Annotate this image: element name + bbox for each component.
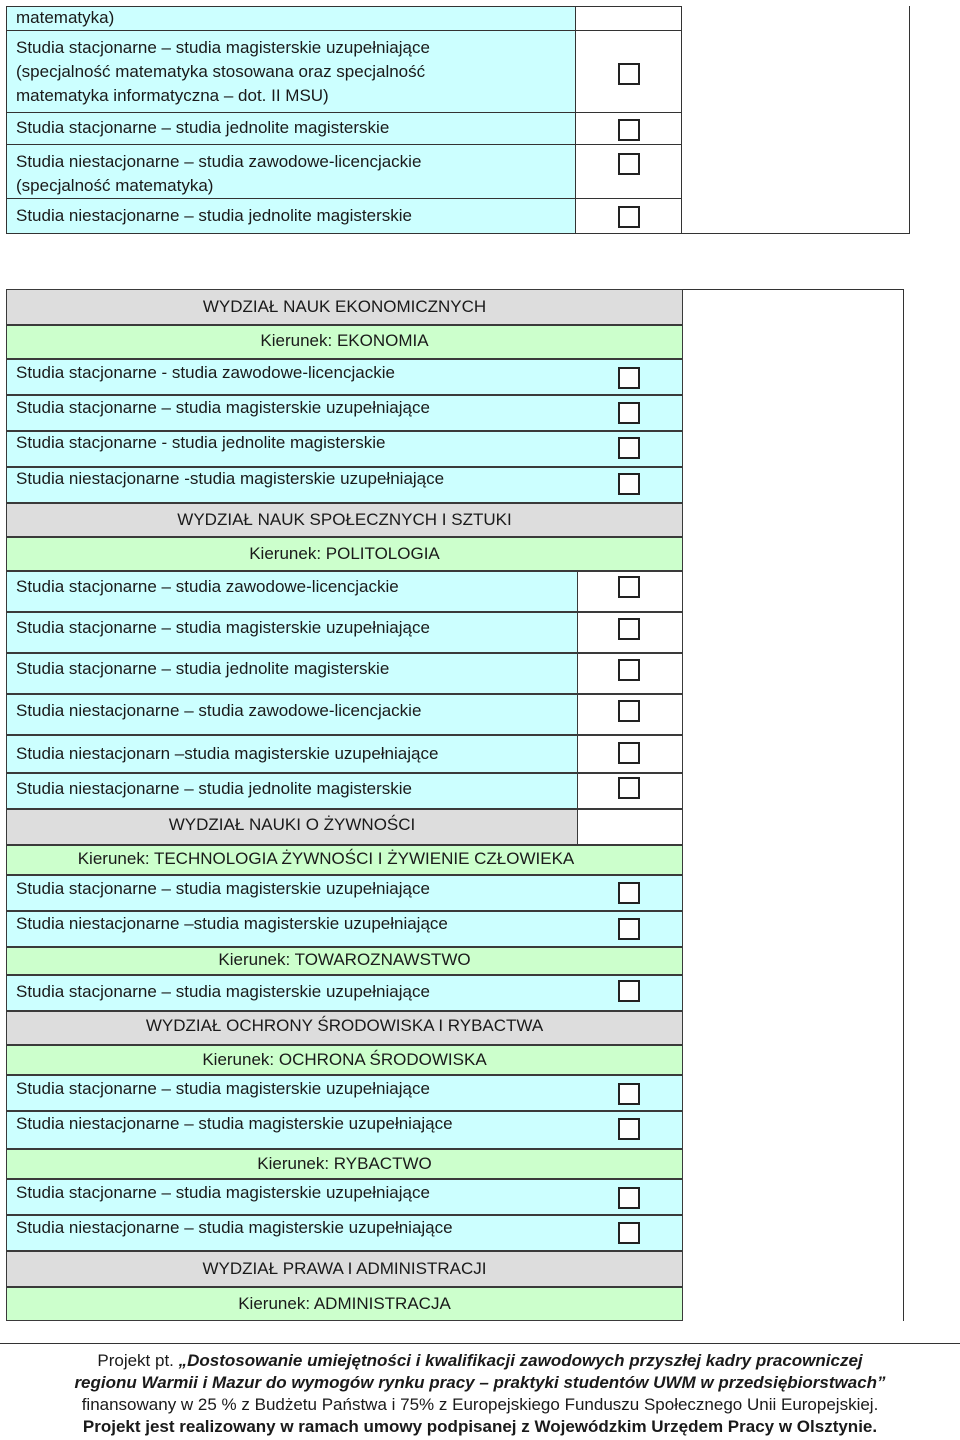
footer-funding: finansowany w 25 % z Budżetu Państwa i 75% z Europejskiego Funduszu Społecznego Unii Europejskiej. bbox=[81, 1395, 879, 1414]
checkbox[interactable] bbox=[618, 1222, 640, 1244]
checkbox[interactable] bbox=[618, 618, 640, 640]
study-label: Studia stacjonarne – studia magisterskie uzupełniające bbox=[16, 879, 430, 898]
field-title: Kierunek: OCHRONA ŚRODOWISKA bbox=[202, 1050, 487, 1069]
faculty-title: WYDZIAŁ NAUKI O ŻYWNOŚCI bbox=[168, 815, 416, 834]
faculty-title: WYDZIAŁ OCHRONY ŚRODOWISKA I RYBACTWA bbox=[145, 1016, 544, 1035]
study-label: Studia stacjonarne – studia magisterskie uzupełniające bbox=[16, 1183, 430, 1202]
checkbox[interactable] bbox=[618, 980, 640, 1002]
checkbox[interactable] bbox=[618, 437, 640, 459]
checkbox[interactable] bbox=[618, 742, 640, 764]
study-label: Studia niestacjonarne –studia magisterskie uzupełniające bbox=[16, 914, 448, 933]
study-label: Studia stacjonarne - studia jednolite magisterskie bbox=[16, 433, 386, 452]
study-label: Studia niestacjonarne – studia magisterskie uzupełniające bbox=[16, 1114, 453, 1133]
checkbox[interactable] bbox=[618, 659, 640, 681]
faculty-title: WYDZIAŁ NAUK SPOŁECZNYCH I SZTUKI bbox=[177, 510, 512, 529]
field-title: Kierunek: ADMINISTRACJA bbox=[238, 1294, 451, 1313]
checkbox[interactable] bbox=[618, 402, 640, 424]
checkbox[interactable] bbox=[618, 367, 640, 389]
study-label: Studia stacjonarne – studia zawodowe-licencjackie bbox=[16, 577, 399, 596]
top-row-text-3: (specjalność matematyka stosowana oraz specjalność bbox=[16, 62, 426, 81]
field-title: Kierunek: RYBACTWO bbox=[257, 1154, 432, 1173]
top-row-text-1: matematyka) bbox=[16, 8, 115, 27]
top-row-text-7: (specjalność matematyka) bbox=[16, 176, 214, 195]
checkbox[interactable] bbox=[618, 918, 640, 940]
footer-title-line2: regionu Warmii i Mazur do wymogów rynku pracy – praktyki studentów UWM w przedsiębiorstwach” bbox=[74, 1373, 886, 1392]
project-footer bbox=[0, 1343, 960, 1438]
top-row-text-5: Studia stacjonarne – studia jednolite magisterskie bbox=[16, 118, 390, 137]
study-label: Studia stacjonarne – studia jednolite magisterskie bbox=[16, 659, 390, 678]
field-title: Kierunek: EKONOMIA bbox=[260, 331, 429, 350]
checkbox[interactable] bbox=[618, 206, 640, 228]
top-table-empty-column bbox=[682, 6, 910, 234]
study-label: Studia niestacjonarne -studia magisterskie uzupełniające bbox=[16, 469, 445, 488]
top-row-text-6: Studia niestacjonarne – studia zawodowe-licencjackie bbox=[16, 152, 422, 171]
checkbox[interactable] bbox=[618, 700, 640, 722]
study-label: Studia niestacjonarne – studia jednolite magisterskie bbox=[16, 779, 412, 798]
checkbox[interactable] bbox=[618, 473, 640, 495]
top-row-text-4: matematyka informatyczna – dot. II MSU) bbox=[16, 86, 329, 105]
top-row-text-8: Studia niestacjonarne – studia jednolite magisterskie bbox=[16, 206, 412, 225]
field-title: Kierunek: POLITOLOGIA bbox=[249, 544, 440, 563]
field-title: Kierunek: TOWAROZNAWSTWO bbox=[218, 950, 471, 969]
study-label: Studia stacjonarne – studia magisterskie uzupełniające bbox=[16, 618, 430, 637]
checkbox[interactable] bbox=[618, 153, 640, 175]
study-label: Studia niestacjonarne – studia magisterskie uzupełniające bbox=[16, 1218, 453, 1237]
study-label: Studia stacjonarne – studia magisterskie uzupełniające bbox=[16, 1079, 430, 1098]
faculty-title: WYDZIAŁ NAUK EKONOMICZNYCH bbox=[202, 297, 487, 316]
top-table bbox=[6, 6, 910, 234]
study-label: Studia stacjonarne – studia magisterskie uzupełniające bbox=[16, 982, 430, 1001]
study-label: Studia stacjonarne – studia magisterskie uzupełniające bbox=[16, 398, 430, 417]
checkbox[interactable] bbox=[618, 119, 640, 141]
faculty-title: WYDZIAŁ PRAWA I ADMINISTRACJI bbox=[202, 1259, 487, 1278]
checkbox[interactable] bbox=[618, 576, 640, 598]
checkbox[interactable] bbox=[618, 1083, 640, 1105]
checkbox[interactable] bbox=[618, 1187, 640, 1209]
checkbox[interactable] bbox=[618, 777, 640, 799]
checkbox[interactable] bbox=[618, 882, 640, 904]
footer-contract: Projekt jest realizowany w ramach umowy podpisanej z Wojewódzkim Urzędem Pracy w Olsztynie. bbox=[82, 1417, 878, 1436]
field-title: Kierunek: TECHNOLOGIA ŻYWNOŚCI I ŻYWIENIE CZŁOWIEKA bbox=[77, 849, 575, 868]
study-label: Studia stacjonarne - studia zawodowe-licencjackie bbox=[16, 363, 395, 382]
study-label: Studia niestacjonarne – studia zawodowe-licencjackie bbox=[16, 701, 422, 720]
footer-title-line1: „Dostosowanie umiejętności i kwalifikacji zawodowych przyszłej kadry pracowniczej bbox=[178, 1351, 863, 1370]
checkbox[interactable] bbox=[618, 63, 640, 85]
footer-prefix: Projekt pt. bbox=[97, 1351, 179, 1370]
empty-cell bbox=[577, 809, 683, 845]
study-label: Studia niestacjonarn –studia magisterskie uzupełniające bbox=[16, 744, 439, 763]
top-row-text-2: Studia stacjonarne – studia magisterskie uzupełniające bbox=[16, 38, 430, 57]
checkbox[interactable] bbox=[618, 1118, 640, 1140]
